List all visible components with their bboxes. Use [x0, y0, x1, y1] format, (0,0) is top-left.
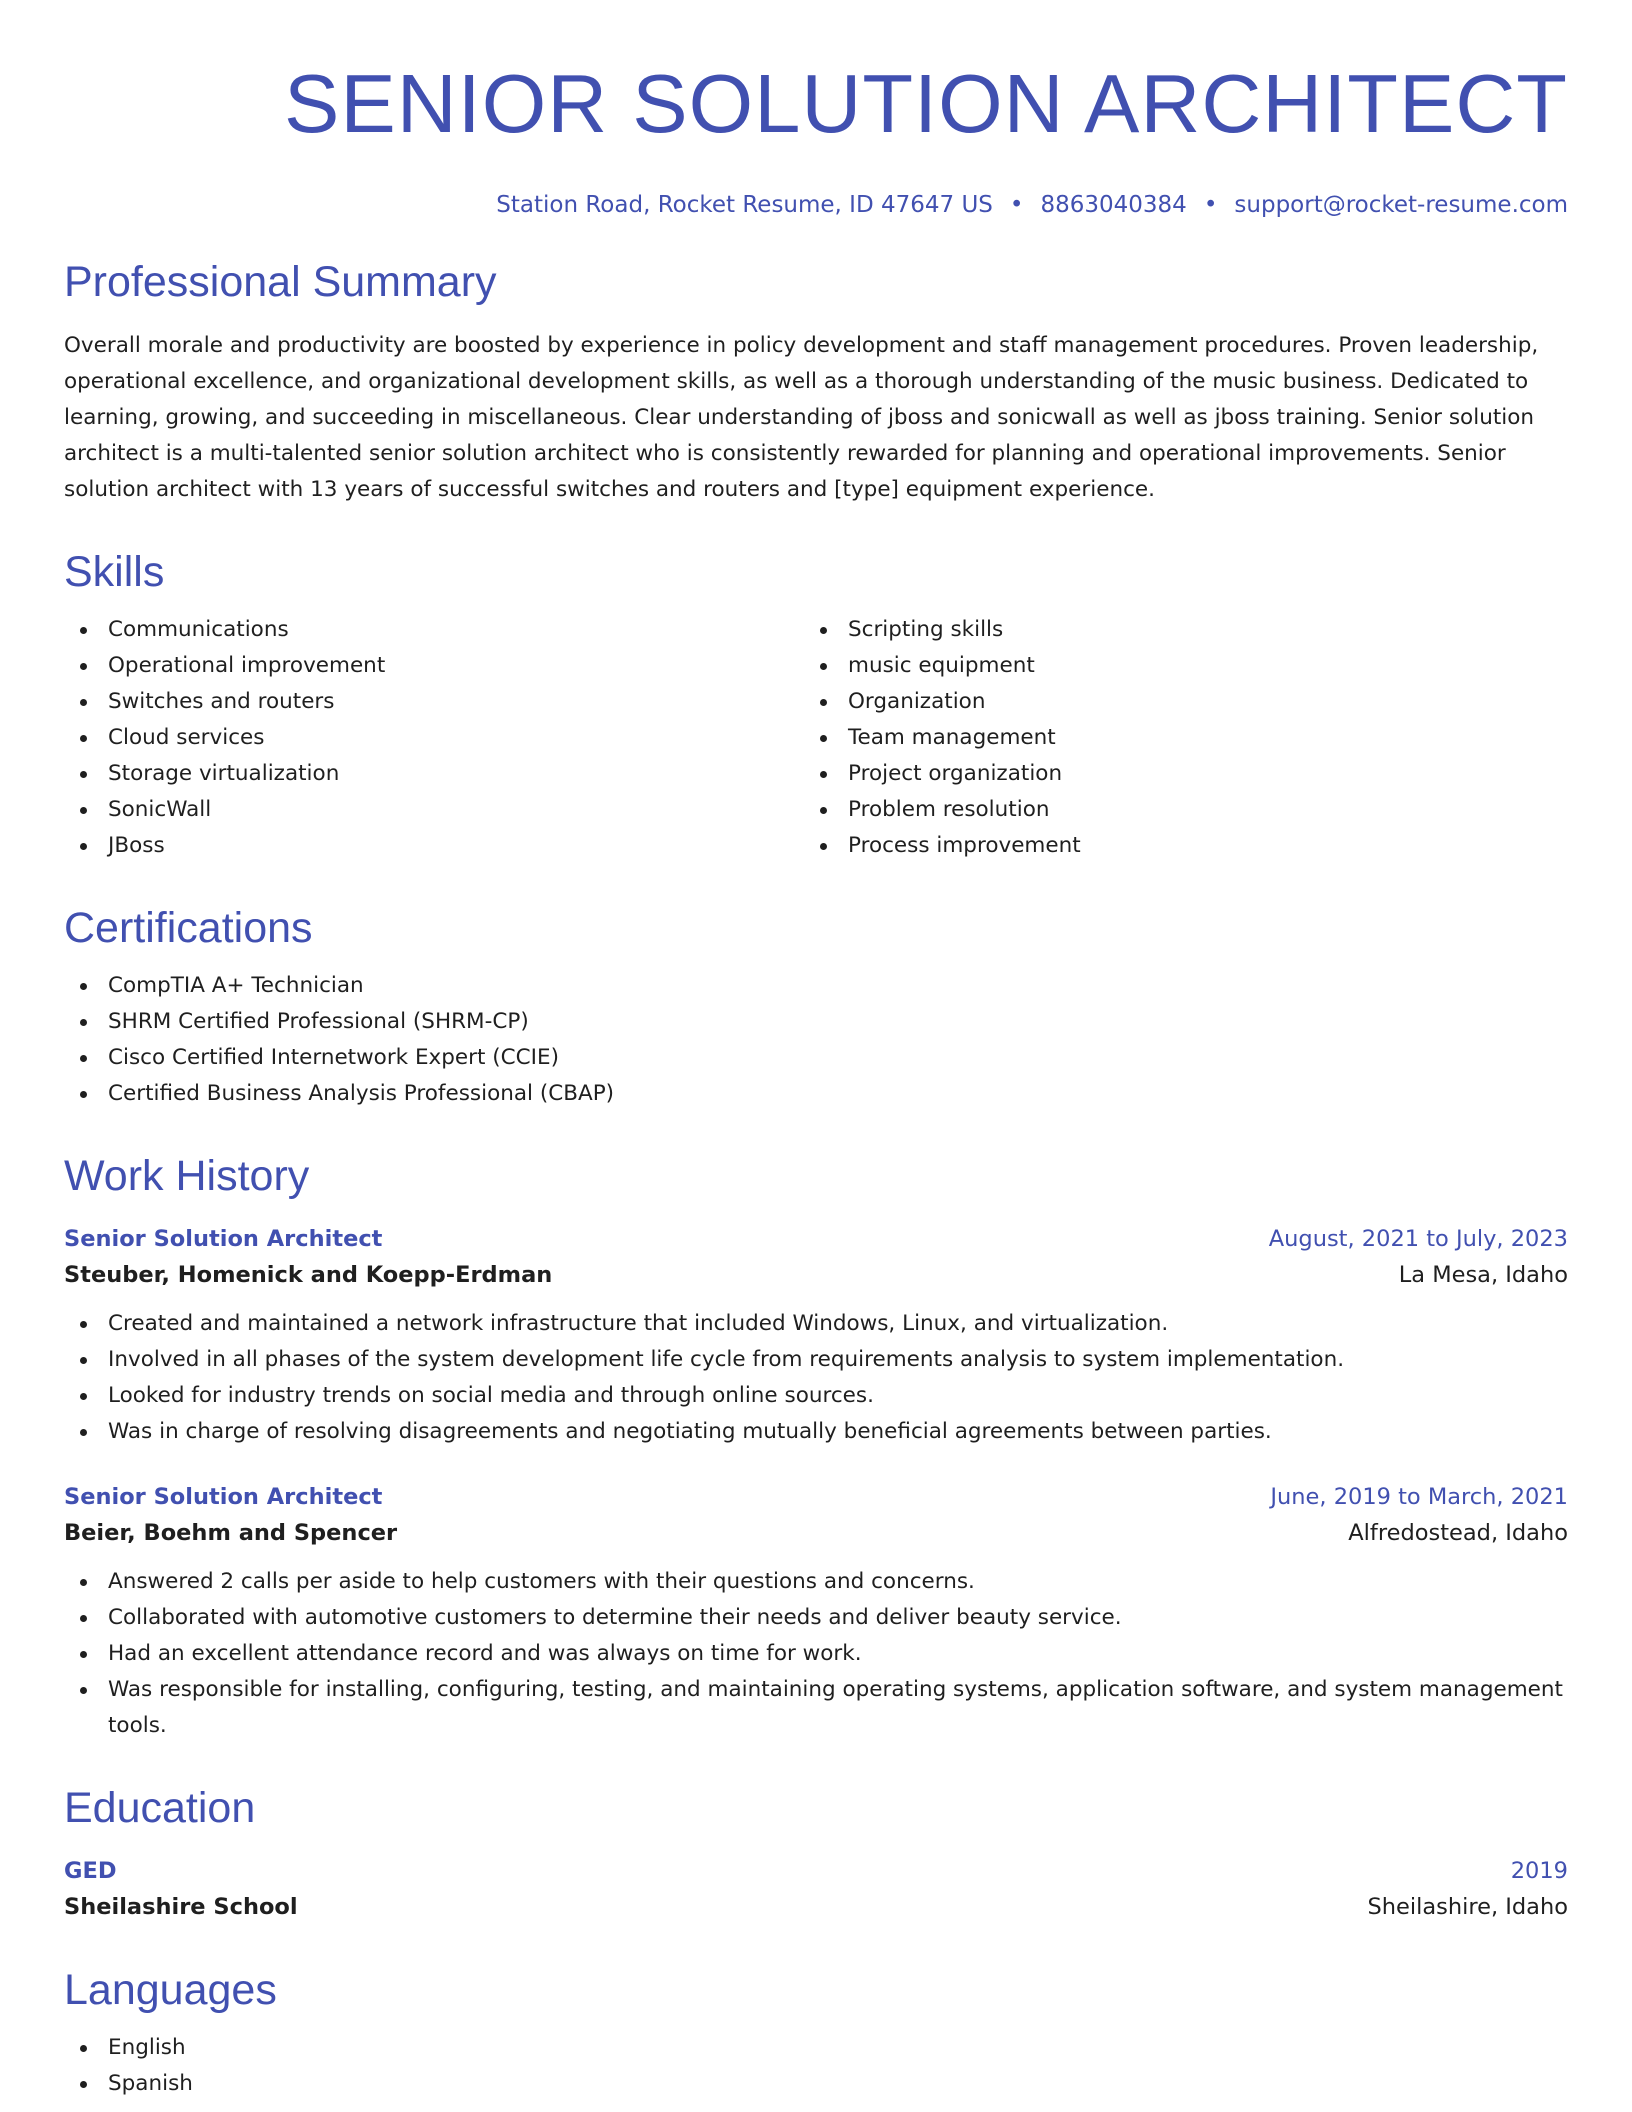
skills-list-left — [64, 612, 804, 864]
skills-heading: Skills — [64, 548, 165, 596]
skills-list-right — [804, 612, 1544, 864]
job-location: La Mesa, Idaho — [1398, 1262, 1568, 1288]
job-bullet: Created and maintained a network infrastructure that included Windows, Linux, and virtualization. — [64, 1306, 1568, 1342]
job-dates: June, 2019 to March, 2021 — [1270, 1484, 1568, 1510]
skills-column-right — [804, 612, 1544, 864]
skills-column-left — [64, 612, 804, 864]
contact-separator: • — [1009, 192, 1024, 218]
education-entry — [64, 1854, 1568, 1926]
contact-phone[interactable]: 8863040384 — [1040, 192, 1187, 218]
job-dates: August, 2021 to July, 2023 — [1268, 1226, 1568, 1252]
summary-text: Overall morale and productivity are boosted by experience in policy development and staff management procedures. Proven leadership, operational excellence, and organizational development skills, as well as a thorough understanding of the music business. Dedicated to learning, growing, and succeeding in miscellaneous. Clear understanding of jboss and sonicwall as well as jboss training. Senior solution architect is a multi-talented senior solution architect who is consistently rewarded for planning and operational improvements. Senior solution architect with 13 years of successful switches and routers and [type] equipment experience. — [64, 333, 1539, 502]
contact-line — [64, 190, 1568, 220]
languages-section — [64, 1964, 1568, 2102]
job-company-row — [64, 1514, 1568, 1552]
job-bullet: Was responsible for installing, configuring, testing, and maintaining operating systems, application software, and system management tools. — [64, 1672, 1568, 1744]
skills-grid — [64, 612, 1568, 864]
job-bullet: Looked for industry trends on social media and through online sources. — [64, 1378, 1568, 1414]
language-item: Spanish — [64, 2066, 1568, 2102]
languages-heading: Languages — [64, 1966, 277, 2014]
certifications-list — [64, 968, 1568, 1112]
contact-email[interactable]: support@rocket-resume.com — [1234, 192, 1568, 218]
education-section — [64, 1782, 1568, 1926]
job-location: Alfredostead, Idaho — [1348, 1520, 1568, 1546]
skill-item: SonicWall — [64, 792, 804, 828]
job-bullet: Involved in all phases of the system development life cycle from requirements analysis to system implementation. — [64, 1342, 1568, 1378]
job-bullets — [64, 1306, 1568, 1450]
language-item: English — [64, 2030, 1568, 2066]
contact-separator: • — [1203, 192, 1218, 218]
education-year: 2019 — [1510, 1858, 1568, 1884]
certification-item: Cisco Certified Internetwork Expert (CCIE) — [64, 1040, 1568, 1076]
certification-item: CompTIA A+ Technician — [64, 968, 1568, 1004]
work-history-heading: Work History — [64, 1152, 310, 1200]
education-location: Sheilashire, Idaho — [1367, 1894, 1568, 1920]
education-degree: GED — [64, 1858, 117, 1884]
education-heading: Education — [64, 1784, 256, 1832]
job-bullet: Was in charge of resolving disagreements and negotiating mutually beneficial agreements between parties. — [64, 1414, 1568, 1450]
job-entry — [64, 1480, 1568, 1744]
skill-item: Operational improvement — [64, 648, 804, 684]
certification-item: SHRM Certified Professional (SHRM-CP) — [64, 1004, 1568, 1040]
skill-item: Project organization — [804, 756, 1544, 792]
skill-item: Storage virtualization — [64, 756, 804, 792]
job-company: Steuber, Homenick and Koepp-Erdman — [64, 1262, 553, 1288]
job-header-row — [64, 1222, 1568, 1256]
job-header-row — [64, 1480, 1568, 1514]
skill-item: Switches and routers — [64, 684, 804, 720]
education-header-row — [64, 1854, 1568, 1888]
skill-item: Cloud services — [64, 720, 804, 756]
contact-address: Station Road, Rocket Resume, ID 47647 US — [496, 192, 993, 218]
skill-item: JBoss — [64, 828, 804, 864]
skill-item: Communications — [64, 612, 804, 648]
resume-title: SENIOR SOLUTION ARCHITECT — [284, 57, 1568, 150]
certification-item: Certified Business Analysis Professional (CBAP) — [64, 1076, 1568, 1112]
job-company-row — [64, 1256, 1568, 1294]
job-title: Senior Solution Architect — [64, 1226, 383, 1252]
certifications-heading: Certifications — [64, 904, 313, 952]
skill-item: music equipment — [804, 648, 1544, 684]
job-bullet: Answered 2 calls per aside to help customers with their questions and concerns. — [64, 1564, 1568, 1600]
skill-item: Problem resolution — [804, 792, 1544, 828]
job-title: Senior Solution Architect — [64, 1484, 383, 1510]
job-bullet: Had an excellent attendance record and was always on time for work. — [64, 1636, 1568, 1672]
skill-item: Organization — [804, 684, 1544, 720]
job-bullet: Collaborated with automotive customers to determine their needs and deliver beauty service. — [64, 1600, 1568, 1636]
languages-list — [64, 2030, 1568, 2102]
work-history-section — [64, 1150, 1568, 1744]
skills-section — [64, 546, 1568, 864]
skill-item: Scripting skills — [804, 612, 1544, 648]
job-bullets — [64, 1564, 1568, 1744]
job-entry — [64, 1222, 1568, 1450]
education-school-row — [64, 1888, 1568, 1926]
summary-heading: Professional Summary — [64, 258, 497, 306]
education-school: Sheilashire School — [64, 1894, 298, 1920]
certifications-section — [64, 902, 1568, 1112]
skill-item: Team management — [804, 720, 1544, 756]
job-company: Beier, Boehm and Spencer — [64, 1520, 398, 1546]
skill-item: Process improvement — [804, 828, 1544, 864]
summary-section — [64, 256, 1568, 508]
